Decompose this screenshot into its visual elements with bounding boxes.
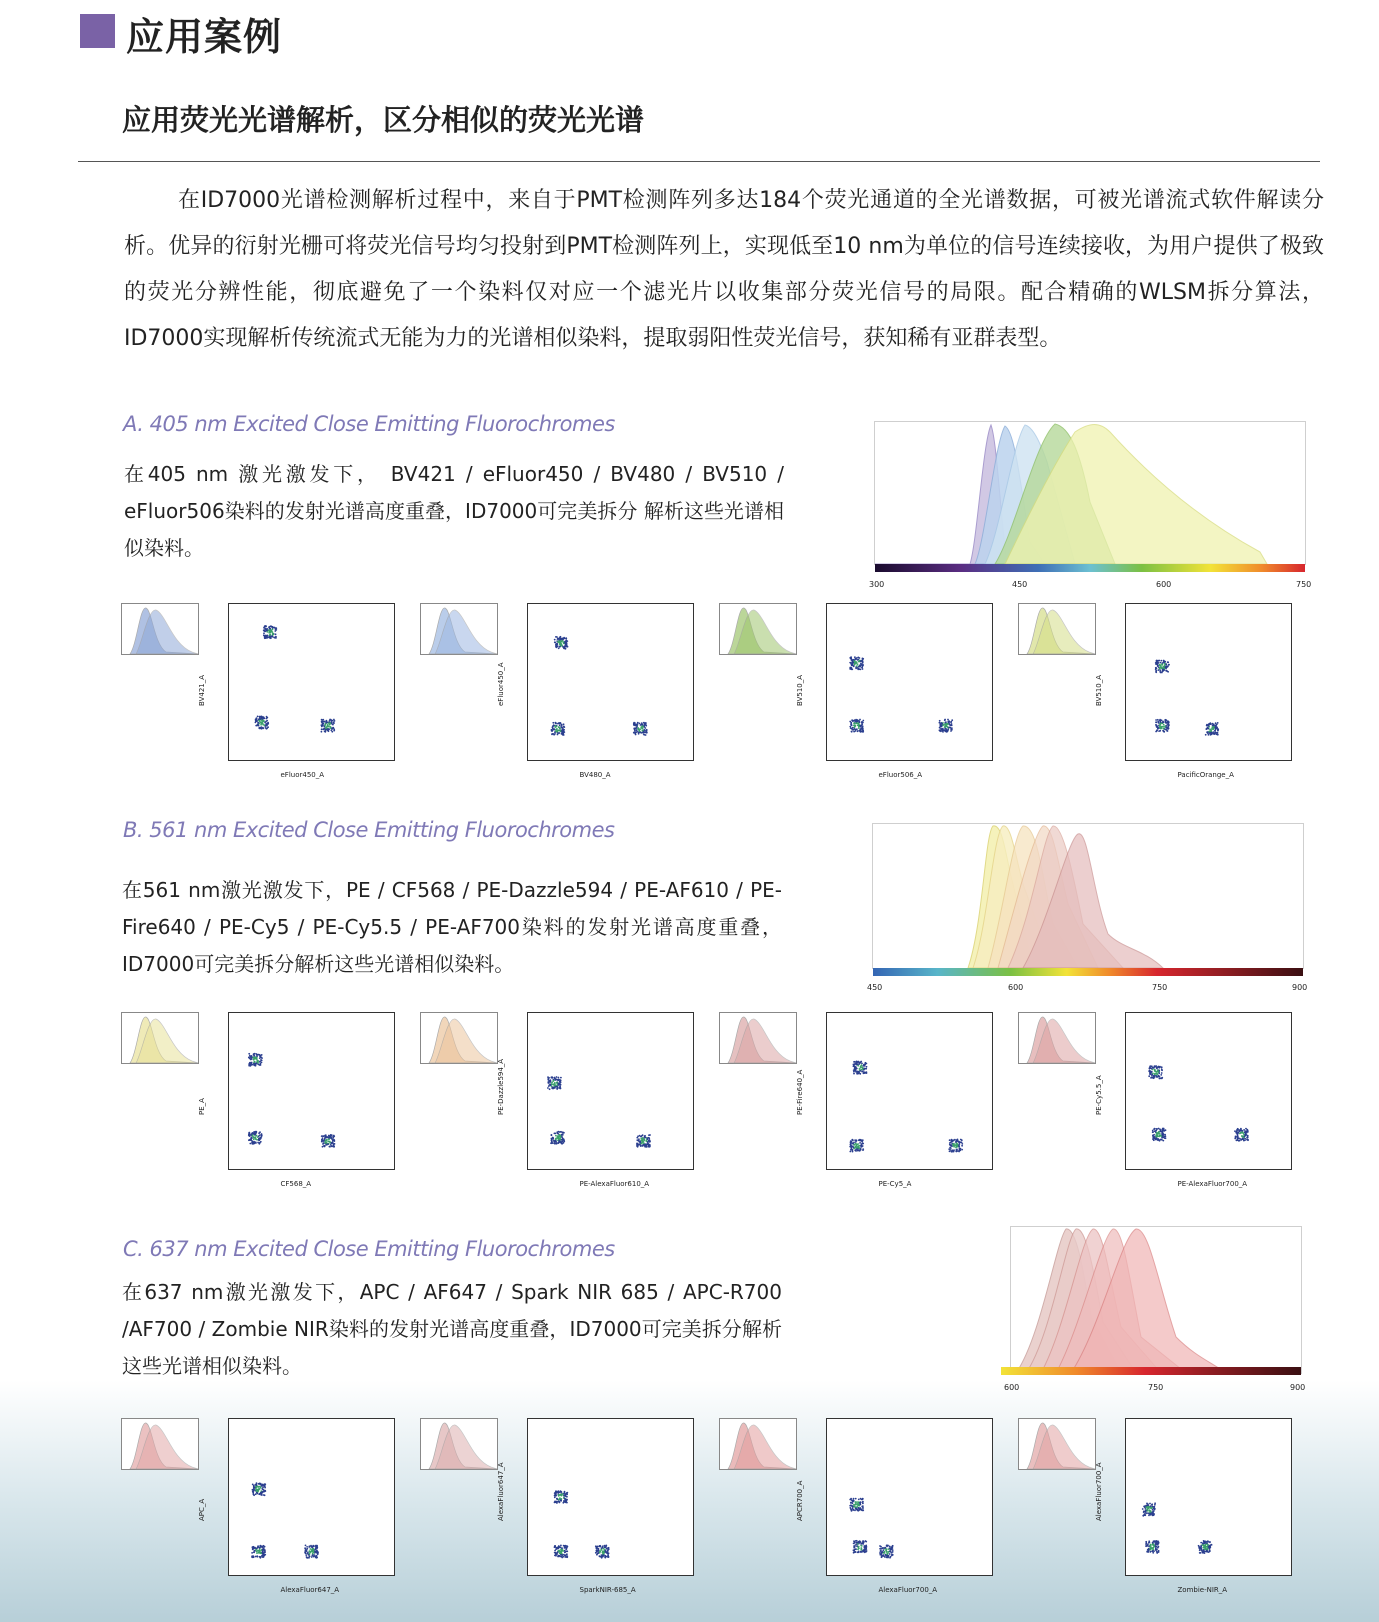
histogram-svg (720, 1419, 796, 1469)
spectrum-c-svg (1011, 1227, 1301, 1373)
intro-paragraph: 在ID7000光谱检测解析过程中，来自于PMT检测阵列多达184个荧光通道的全光谱数据，可被光谱流式软件解读分析。优异的衍射光栅可将荧光信号均匀投射到PMT检测阵列上，实现低至10 nm为单位的信号连续接收，为用户提供了极致的荧光分辨性能，彻底避免了一个染料仅对应一个滤光片以收集部分荧光信号的局限。配合精确的WLSM拆分算法，ID7000实现解析传统流式无能为力的光谱相似染料，提取弱阳性荧光信号，获知稀有亚群表型。 (124, 188, 1324, 351)
section-c-desc: 在637 nm激光激发下，APC / AF647 / Spark NIR 685 / APC-R700 /AF700 / Zombie NIR染料的发射光谱高度重叠，ID7000可完美拆分解析这些光谱相似染料。 (122, 1280, 782, 1378)
section-a-desc: 在405 nm 激光激发下， BV421 / eFluor450 / BV480 / BV510 / eFluor506染料的发射光谱高度重叠，ID7000可完美拆分 解析这些光谱相似染料。 (124, 462, 784, 560)
spectrum-c-tick: 600 (1004, 1383, 1020, 1392)
plot-y-axis-label: BV510_A (796, 674, 804, 706)
histogram-svg (421, 1419, 497, 1469)
scatter-svg (1126, 604, 1291, 760)
histogram-svg (421, 1013, 497, 1063)
histogram-svg (122, 1419, 198, 1469)
scatter-plot (228, 1418, 395, 1576)
spectrum-a-svg (875, 422, 1305, 564)
histogram-svg (720, 1013, 796, 1063)
scatter-svg (229, 1013, 394, 1169)
histogram-svg (1019, 1013, 1095, 1063)
spectrum-b-tick: 600 (1008, 983, 1024, 992)
section-a-spectrum (874, 421, 1306, 565)
histogram-svg (1019, 1419, 1095, 1469)
plot-y-axis-label: BV421_A (198, 674, 206, 706)
scatter-svg (229, 604, 394, 760)
plot-x-axis-label: PE-AlexaFluor610_A (579, 1180, 650, 1188)
plot-x-axis-label: Zombie-NIR_A (1177, 1586, 1228, 1594)
histogram-svg (720, 604, 796, 654)
plot-x-axis-label: eFluor506_A (878, 771, 923, 779)
histogram-thumbnail (121, 603, 199, 655)
title-accent-block (80, 14, 115, 48)
plot-x-axis-label: PE-AlexaFluor700_A (1177, 1180, 1248, 1188)
scatter-svg (827, 604, 992, 760)
scatter-plot (1125, 603, 1292, 761)
spectrum-a-tick: 750 (1296, 580, 1312, 589)
scatter-svg (528, 604, 693, 760)
section-c-spectrum (1010, 1226, 1302, 1374)
scatter-plot (1125, 1012, 1292, 1170)
plot-x-axis-label: SparkNIR-685_A (579, 1586, 636, 1594)
scatter-plot (228, 1012, 395, 1170)
histogram-svg (122, 604, 198, 654)
histogram-thumbnail (420, 603, 498, 655)
plot-x-axis-label: BV480_A (579, 771, 611, 779)
plot-x-axis-label: CF568_A (280, 1180, 312, 1188)
histogram-thumbnail (121, 1012, 199, 1064)
plot-y-axis-label: eFluor450_A (497, 662, 505, 706)
section-b-title: B. 561 nm Excited Close Emitting Fluorochromes (123, 818, 615, 842)
plot-x-axis-label: PacificOrange_A (1177, 771, 1234, 779)
scatter-plot (527, 1418, 694, 1576)
plot-x-axis-label: eFluor450_A (280, 771, 325, 779)
scatter-svg (229, 1419, 394, 1575)
scatter-svg (528, 1419, 693, 1575)
plot-x-axis-label: AlexaFluor647_A (280, 1586, 340, 1594)
section-a-title: A. 405 nm Excited Close Emitting Fluorochromes (123, 412, 615, 436)
scatter-svg (1126, 1419, 1291, 1575)
spectrum-b-tick: 750 (1152, 983, 1168, 992)
histogram-svg (122, 1013, 198, 1063)
histogram-thumbnail (719, 1418, 797, 1470)
histogram-thumbnail (420, 1012, 498, 1064)
spectrum-c-tick: 900 (1290, 1383, 1306, 1392)
spectrum-a-tick: 600 (1156, 580, 1172, 589)
histogram-thumbnail (719, 603, 797, 655)
histogram-thumbnail (420, 1418, 498, 1470)
scatter-svg (528, 1013, 693, 1169)
scatter-svg (1126, 1013, 1291, 1169)
scatter-plot (826, 1012, 993, 1170)
histogram-svg (1019, 604, 1095, 654)
section-b-desc: 在561 nm激光激发下，PE / CF568 / PE-Dazzle594 / PE-AF610 / PE-Fire640 / PE-Cy5 / PE-Cy5.5 / PE-AF700染料的发射光谱高度重叠，ID7000可完美拆分解析这些光谱相似染料。 (122, 878, 782, 976)
plot-x-axis-label: AlexaFluor700_A (878, 1586, 938, 1594)
scatter-plot (826, 1418, 993, 1576)
scatter-svg (827, 1013, 992, 1169)
plot-y-axis-label: PE-Fire640_A (796, 1069, 804, 1115)
section-c-title: C. 637 nm Excited Close Emitting Fluorochromes (123, 1237, 615, 1261)
spectrum-b-svg (873, 824, 1303, 968)
spectrum-b-tick: 900 (1292, 983, 1308, 992)
divider (78, 161, 1320, 162)
plot-y-axis-label: AlexaFluor647_A (497, 1462, 505, 1521)
plot-y-axis-label: PE_A (198, 1098, 206, 1115)
plot-y-axis-label: APCR700_A (796, 1480, 804, 1521)
spectrum-a-colorbar (875, 564, 1305, 572)
scatter-plot (826, 603, 993, 761)
histogram-thumbnail (1018, 603, 1096, 655)
scatter-plot (1125, 1418, 1292, 1576)
scatter-plot (527, 603, 694, 761)
histogram-thumbnail (121, 1418, 199, 1470)
spectrum-a-tick: 450 (1012, 580, 1028, 589)
page-title: 应用案例 (126, 15, 283, 59)
histogram-svg (421, 604, 497, 654)
plot-y-axis-label: PE-Dazzle594_A (497, 1058, 505, 1115)
histogram-thumbnail (1018, 1418, 1096, 1470)
page-subtitle: 应用荧光光谱解析，区分相似的荧光光谱 (122, 103, 645, 137)
spectrum-c-tick: 750 (1148, 1383, 1164, 1392)
plot-y-axis-label: AlexaFluor700_A (1095, 1462, 1103, 1521)
spectrum-c-colorbar (1001, 1367, 1301, 1375)
spectrum-b-tick: 450 (867, 983, 883, 992)
spectrum-b-colorbar (873, 968, 1303, 976)
section-b-spectrum (872, 823, 1304, 969)
histogram-thumbnail (1018, 1012, 1096, 1064)
plot-y-axis-label: APC_A (198, 1498, 206, 1521)
scatter-plot (527, 1012, 694, 1170)
histogram-thumbnail (719, 1012, 797, 1064)
plot-y-axis-label: BV510_A (1095, 674, 1103, 706)
scatter-svg (827, 1419, 992, 1575)
plot-y-axis-label: PE-Cy5.5_A (1095, 1075, 1103, 1115)
scatter-plot (228, 603, 395, 761)
spectrum-a-tick: 300 (869, 580, 885, 589)
plot-x-axis-label: PE-Cy5_A (878, 1180, 912, 1188)
